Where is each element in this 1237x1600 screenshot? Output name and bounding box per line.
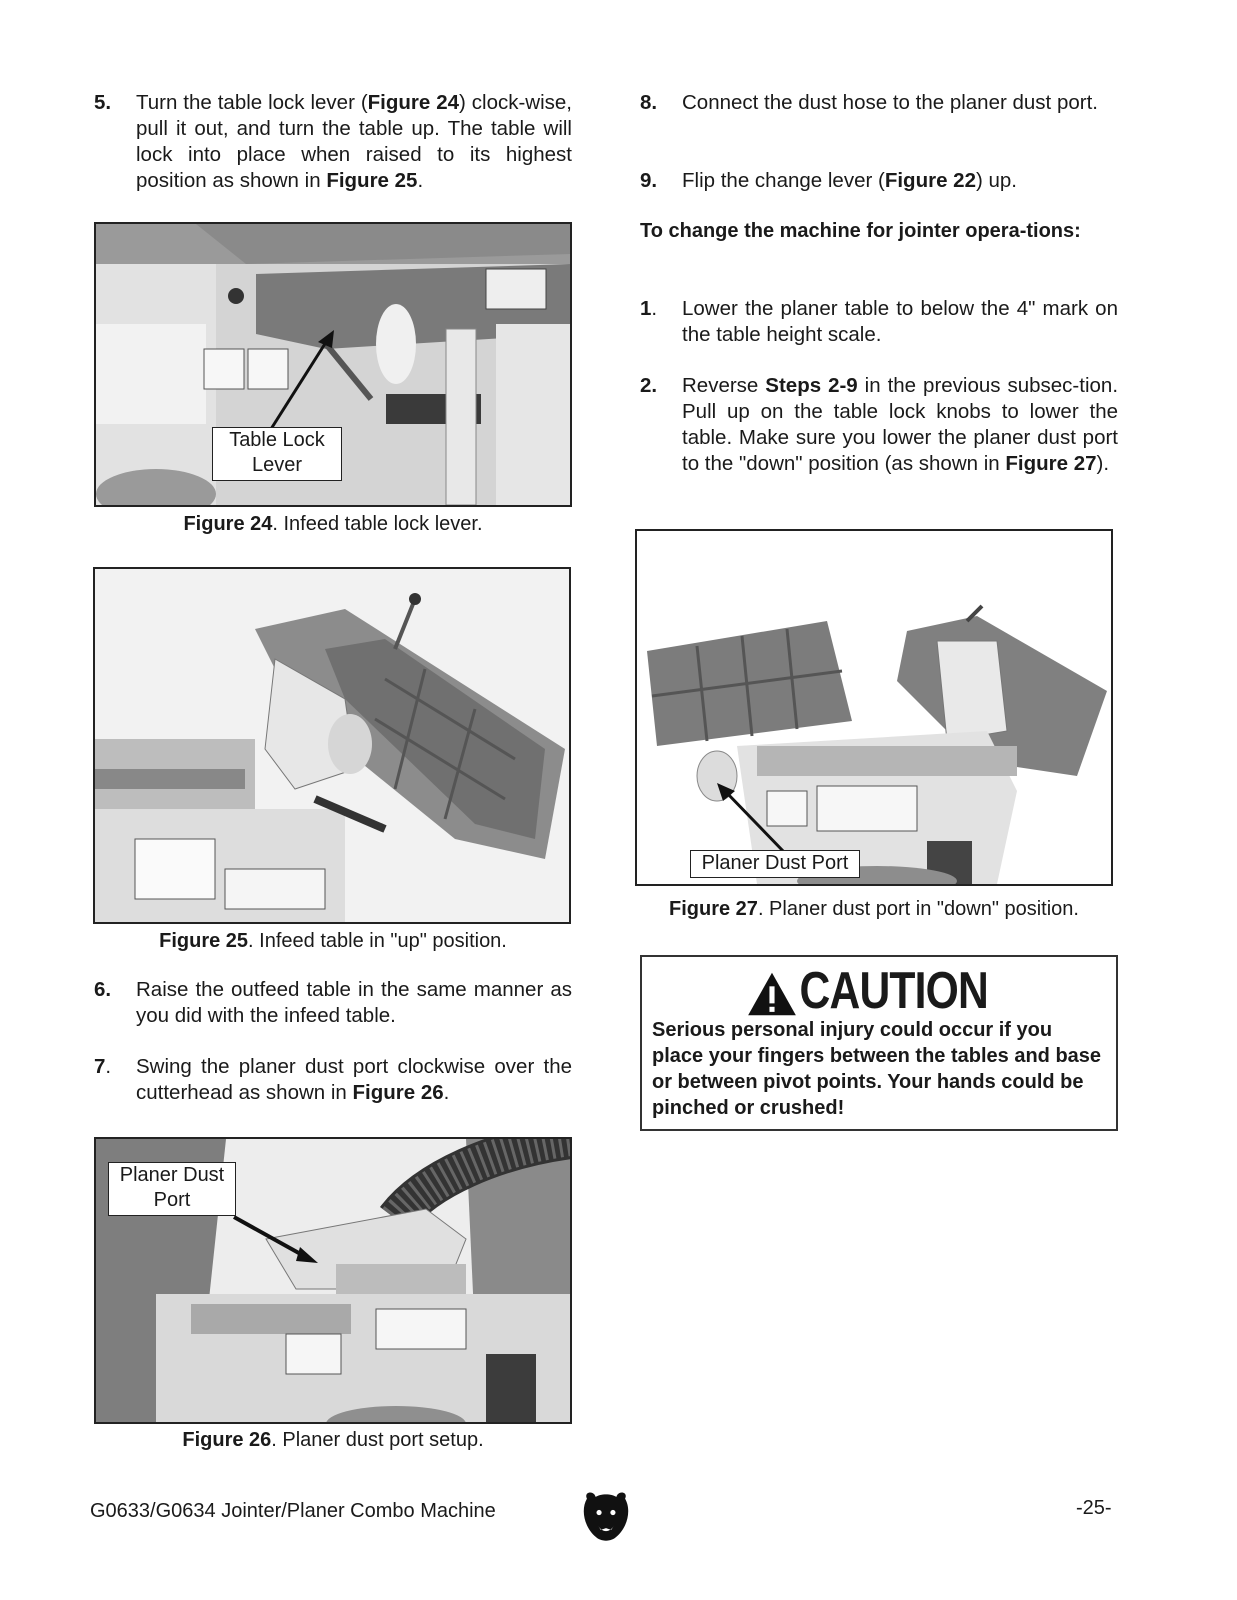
caution-title: CAUTION [799, 962, 989, 1020]
footer-title: G0633/G0634 Jointer/Planer Combo Machine [90, 1500, 496, 1522]
figure-ref: Figure 24 [367, 91, 460, 114]
step-number: 6. [94, 978, 112, 1001]
figure-25-photo [93, 567, 571, 924]
step-number: 2. [640, 374, 658, 397]
callout-table-lock-lever: Table Lock Lever [212, 427, 342, 481]
step-text: Reverse Steps 2-9 in the previous subsec-tion. Pull up on the table lock knobs to lower the table. Make sure you lower the planer dust port to the "down" position (as shown in Figure 27). [682, 374, 1119, 475]
figure-ref: Figure 25 [326, 169, 418, 192]
section-heading: To change the machine for jointer opera-tions: [640, 220, 1081, 242]
step-number: 8. [640, 91, 658, 114]
step-text: Lower the planer table to below the 4" mark on the table height scale. [682, 297, 1118, 346]
step-number: 9. [640, 169, 658, 192]
step-8 [640, 90, 1118, 146]
caution-text: Serious personal injury could occur if you place your fingers between the tables and base or between pivot points. Your hands could be pinched or crushed! [652, 1019, 1102, 1119]
figure-24-photo [94, 222, 572, 507]
figure-26-caption: Figure 26. Planer dust port setup. [182, 1429, 484, 1451]
caution-box [640, 955, 1118, 1131]
page-number: -25- [1076, 1497, 1112, 1519]
figure-ref: Figure 22 [884, 169, 976, 192]
bear-head-logo-icon [580, 1490, 632, 1542]
machine-photo-infeed-up [95, 569, 569, 922]
step-5 [94, 90, 572, 200]
figure-25-caption: Figure 25. Infeed table in "up" position. [159, 930, 507, 952]
step-number: 5. [94, 91, 112, 114]
step-text: Flip the change lever (Figure 22) up. [682, 169, 1017, 192]
step-ref: Steps 2-9 [765, 374, 858, 397]
step-9 [640, 168, 1118, 198]
step-number: 1. [640, 297, 658, 320]
step-text: Swing the planer dust port clockwise over the cutterhead as shown in Figure 26. [136, 1055, 572, 1104]
step-text: Turn the table lock lever (Figure 24) clock-wise, pull it out, and turn the table up. The table will lock into place when raised to its highest position as shown in Figure 25. [136, 91, 572, 192]
figure-ref: Figure 26 [352, 1081, 444, 1104]
figure-ref: Figure 27 [1005, 452, 1097, 475]
step-text: Connect the dust hose to the planer dust port. [682, 91, 1098, 114]
pointer-arrow [637, 531, 1111, 884]
figure-24-caption: Figure 24. Infeed table lock lever. [183, 513, 483, 535]
step-text: Raise the outfeed table in the same manner as you did with the infeed table. [136, 978, 572, 1027]
step-1 [640, 296, 1118, 352]
step-6 [94, 977, 572, 1033]
step-2 [640, 373, 1118, 507]
step-7 [94, 1054, 572, 1110]
figure-26-photo [94, 1137, 572, 1424]
figure-27-caption: Figure 27. Planer dust port in "down" position. [669, 898, 1079, 920]
callout-planer-dust-port: Planer Dust Port [690, 850, 860, 878]
callout-planer-dust-port: Planer Dust Port [108, 1162, 236, 1216]
step-number: 7. [94, 1055, 112, 1078]
figure-27-photo [635, 529, 1113, 886]
